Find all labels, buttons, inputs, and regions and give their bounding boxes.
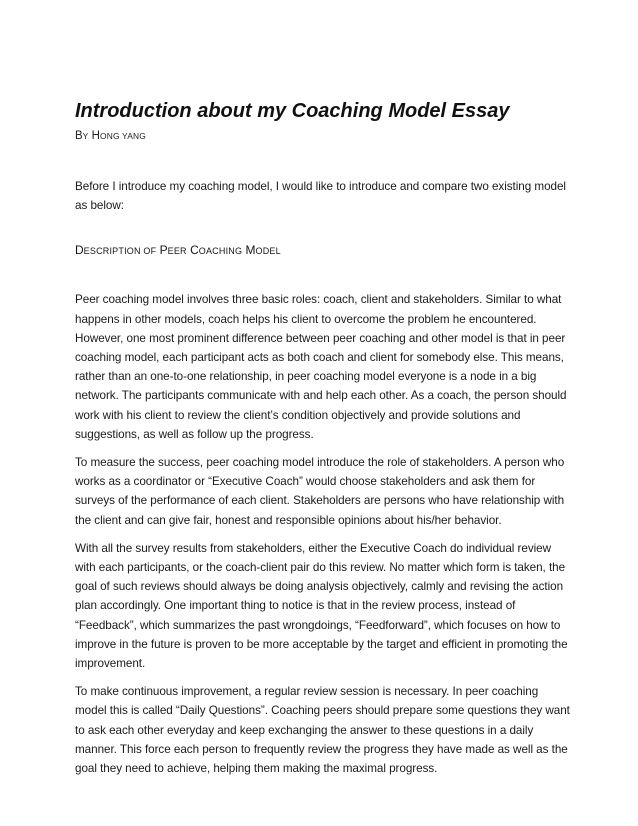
author-byline: BY HONG YANG	[75, 130, 146, 142]
section-heading: DESCRIPTION OF PEER COACHING MODEL	[75, 243, 281, 258]
body-paragraph: To make continuous improvement, a regular review session is necessary. In peer coaching model this is called “Daily Questions”. Coaching peers should prepare some questions they want to ask each other everyday and keep exchanging the answer to these questions in a daily manner. This force each person to frequently review the progress they have made as well as the goal they need to achieve, helping them making the maximal progress.	[75, 685, 570, 776]
document-body	[75, 98, 570, 778]
intro-paragraph: Before I introduce my coaching model, I would like to introduce and compare two existing model as below:	[75, 180, 566, 213]
body-paragraph: Peer coaching model involves three basic roles: coach, client and stakeholders. Similar to what happens in other models, coach helps his client to overcome the problem he encountered. However, one most prominent difference between peer coaching and other model is that in peer coaching model, each participant acts as both coach and client for somebody else. This means, rather than an one-to-one relationship, in peer coaching model everyone is a node in a big network. The participants communicate with and help each other. As a coach, the person should work with his client to review the client’s condition objectively and provide solutions and suggestions, as well as follow up the progress.	[75, 293, 567, 441]
body-paragraph: To measure the success, peer coaching model introduce the role of stakeholders. A person who works as a coordinator or “Executive Coach” would choose stakeholders and ask them for surveys of the performance of each client. Stakeholders are persons who have relationship with the client and can give fair, honest and responsible opinions about his/her behavior.	[75, 456, 565, 527]
essay-title: Introduction about my Coaching Model Essay	[75, 100, 510, 122]
body-paragraph: With all the survey results from stakeholders, either the Executive Coach do individual review with each participants, or the coach-client pair do this review. No matter which form is taken, the goal of such reviews should always be doing analysis objectively, calmly and revising the action plan accordingly. One important thing to notice is that in the review process, instead of “Feedback”, which summarizes the past wrongdoings, “Feedforward”, which focuses on how to improve in the future is proven to be more acceptable by the target and efficient in promoting the improvement.	[75, 541, 568, 671]
